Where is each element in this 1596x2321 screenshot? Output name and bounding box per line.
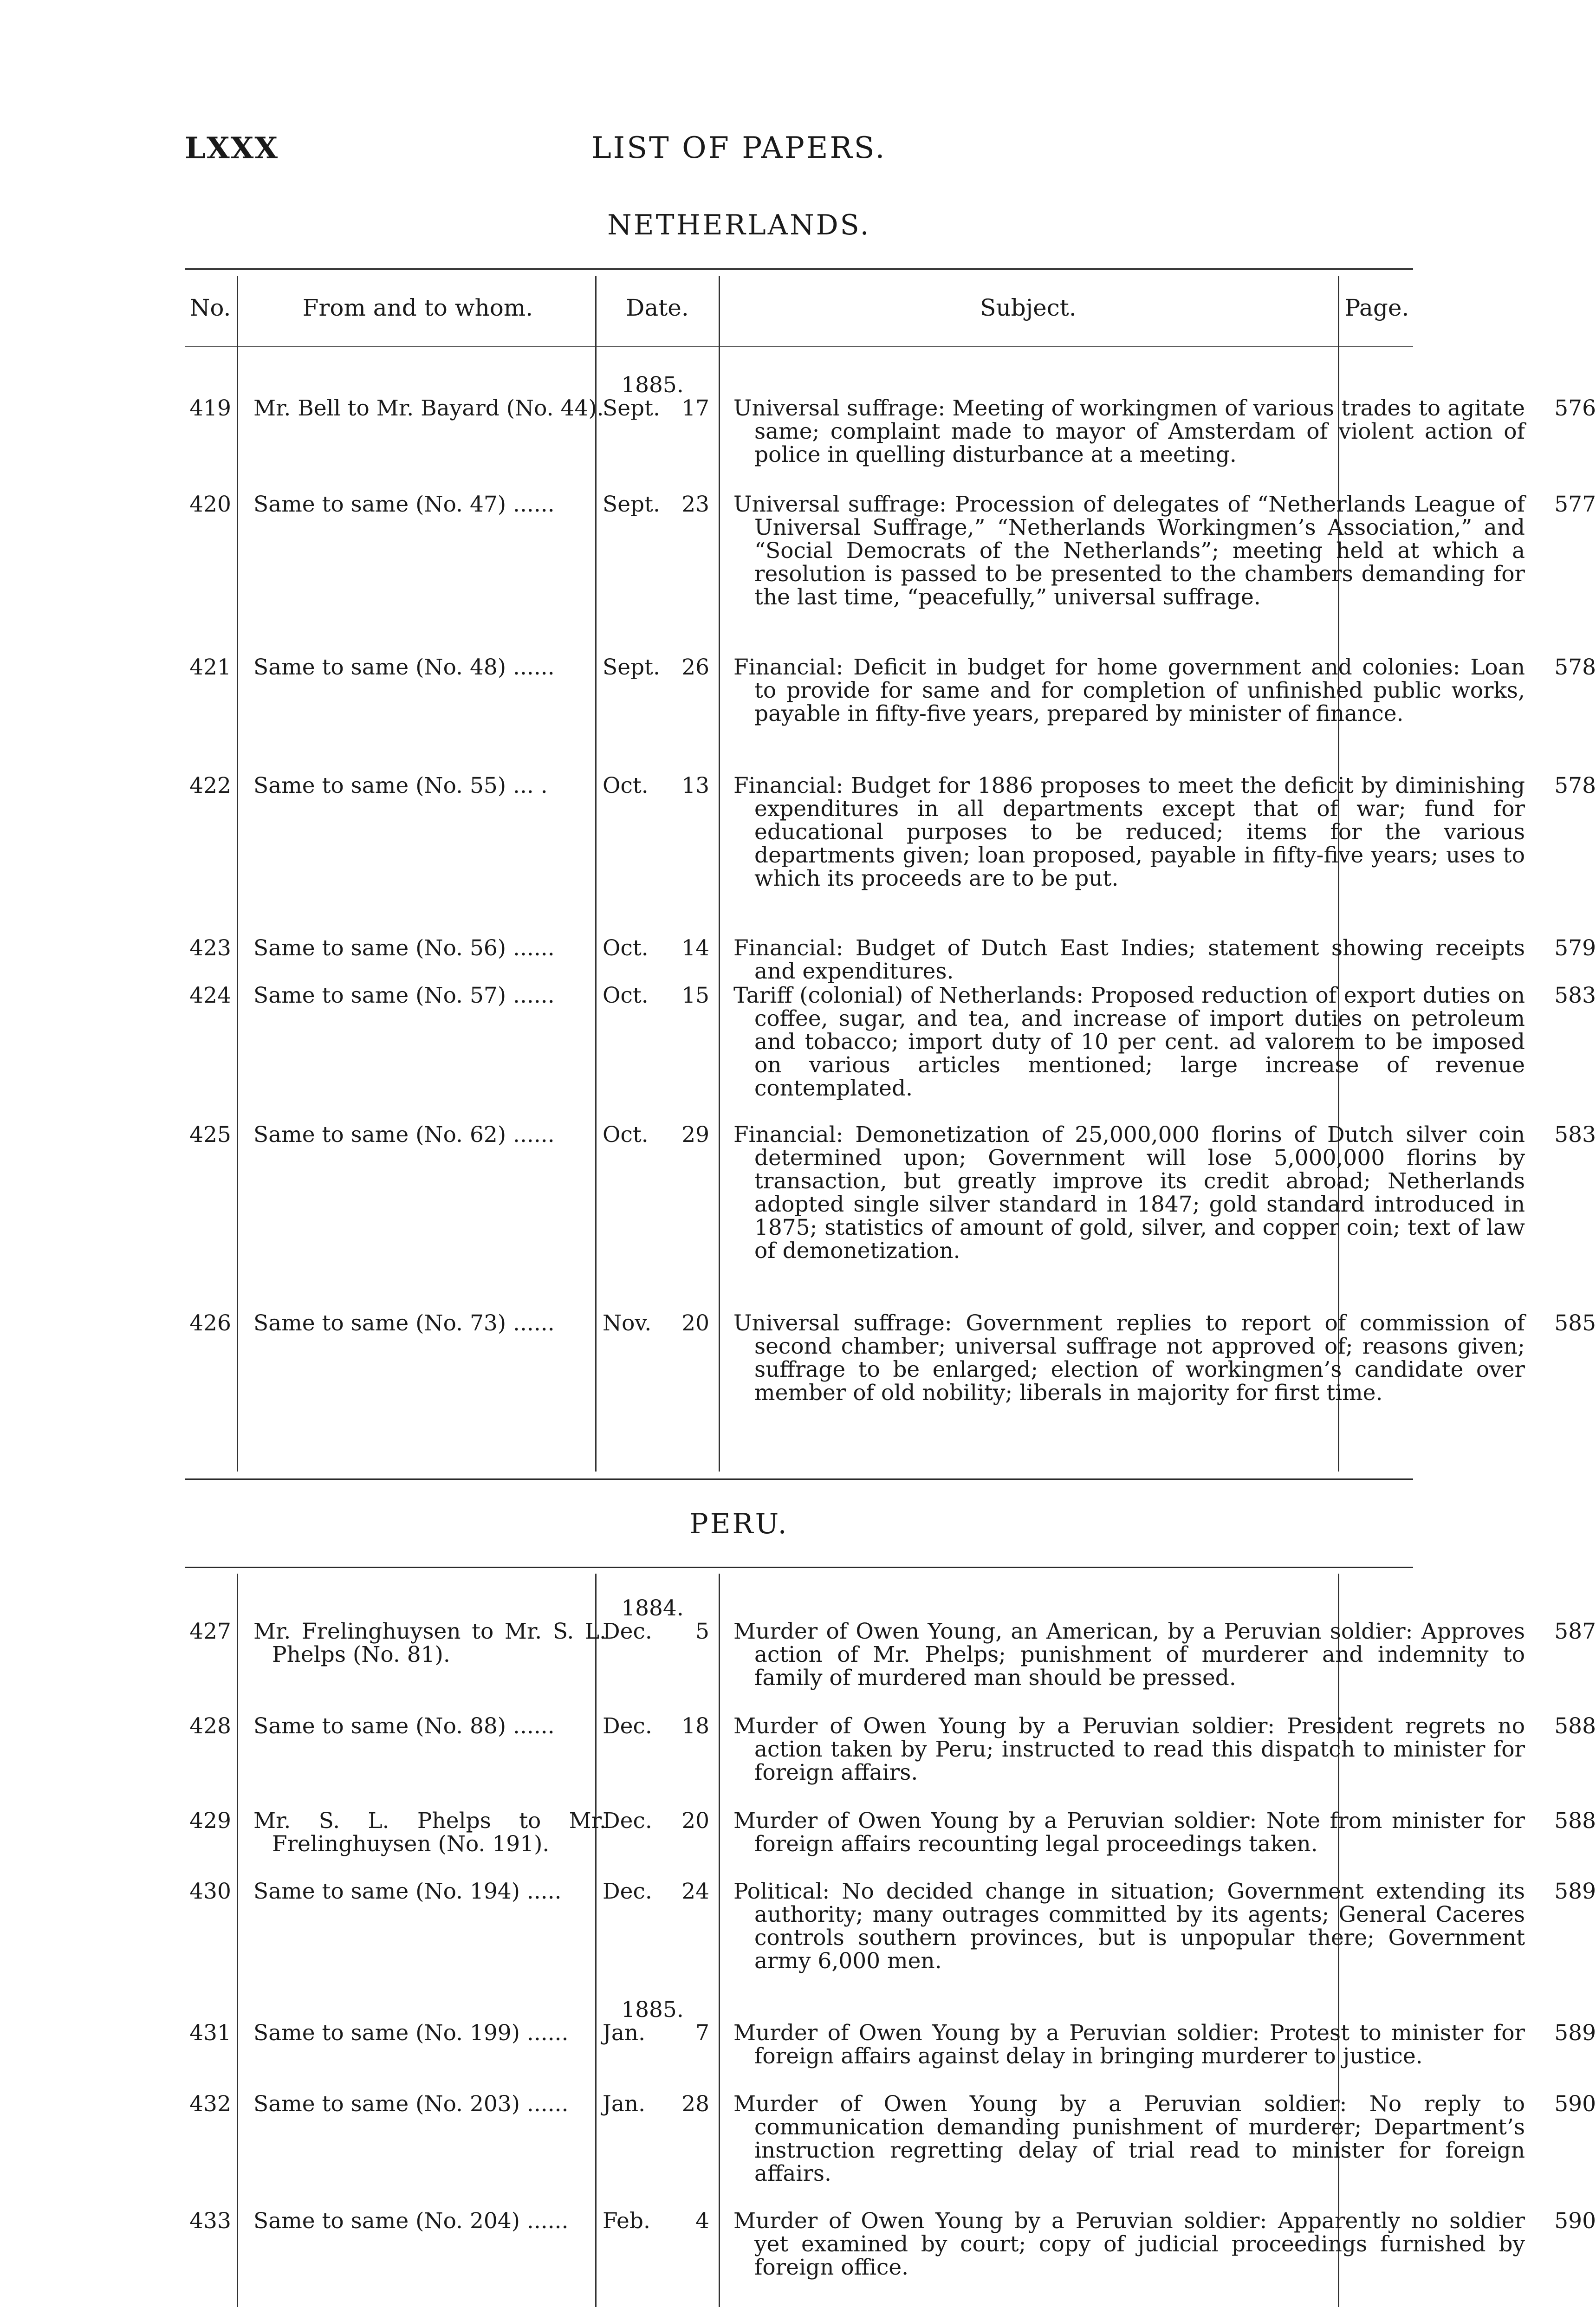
row-correspondent: Same to same (No. 47) ......	[253, 492, 555, 517]
row-number: 429	[189, 1808, 231, 1834]
row-number: 430	[189, 1879, 231, 1904]
column-header-date: Date.	[626, 294, 689, 321]
row-correspondent: Mr. Bell to Mr. Bayard (No. 44).	[253, 395, 604, 421]
row-page: 588	[1554, 1808, 1596, 1834]
row-date: Sept. 23	[603, 492, 709, 517]
row-correspondent: Same to same (No. 194) .....	[253, 1879, 562, 1904]
column-rule	[719, 1574, 720, 2307]
row-page: 576	[1554, 395, 1596, 421]
row-date: Jan. 28	[603, 2091, 709, 2117]
page-number: LXXX	[185, 131, 279, 166]
column-rule	[595, 276, 597, 1472]
section-title-netherlands: NETHERLANDS.	[607, 209, 871, 241]
row-number: 427	[189, 1619, 231, 1644]
row-date: Dec. 5	[603, 1619, 709, 1644]
row-date: Oct. 29	[603, 1122, 709, 1148]
row-page: 577	[1554, 492, 1596, 517]
row-date: Sept. 17	[603, 395, 709, 421]
row-correspondent: Mr. S. L. Phelps to Mr. Frelinghuysen (No. 191).	[253, 1808, 606, 1857]
row-date: Oct. 15	[603, 983, 709, 1008]
row-correspondent: Same to same (No. 55) ... .	[253, 773, 548, 798]
row-correspondent: Same to same (No. 73) ......	[253, 1310, 555, 1336]
table-top-rule	[185, 1567, 1413, 1568]
row-date: Dec. 24	[603, 1879, 709, 1904]
row-number: 432	[189, 2091, 231, 2117]
row-correspondent: Same to same (No. 48) ......	[253, 655, 555, 680]
header-bottom-rule	[185, 346, 1413, 347]
row-subject: Financial: Demonetization of 25,000,000 florins of Dutch silver coin determined upon; Government will lose 5,000,000 florins by transaction, but greatly improve its credit abroad; Netherlands adopted single silver standard in 1847; gold standard introduced in 1875; statistics of amount of gold, silver, and copper coin; text of law of demonetization.	[733, 1122, 1525, 1264]
row-page: 585	[1554, 1310, 1596, 1336]
row-page: 583	[1554, 1122, 1596, 1148]
section-end-rule	[185, 1478, 1413, 1480]
row-correspondent: Same to same (No. 204) ......	[253, 2208, 569, 2234]
row-subject: Financial: Budget for 1886 proposes to meet the deficit by diminishing expenditures in all departments except that of war; fund for educational purposes to be reduced; items for the various departments given; loan proposed, payable in fifty-five years; uses to which its proceeds are to be put.	[733, 773, 1525, 891]
row-number: 426	[189, 1310, 231, 1336]
row-subject: Murder of Owen Young by a Peruvian soldier: Apparently no soldier yet examined by court; copy of judicial proceedings furnished by foreign office.	[733, 2208, 1525, 2280]
row-subject: Financial: Deficit in budget for home government and colonies: Loan to provide for same and for completion of unfinished public works, payable in fifty-five years, prepared by minister of finance.	[733, 655, 1525, 726]
row-subject: Universal suffrage: Meeting of workingmen of various trades to agitate same; complaint made to mayor of Amsterdam of violent action of police in quelling disturbance at a meeting.	[733, 395, 1525, 467]
row-subject: Political: No decided change in situation; Government extending its authority; many outrages committed by its agents; General Caceres controls southern provinces, but is unpopular there; Government army 6,000 men.	[733, 1879, 1525, 1974]
row-subject: Universal suffrage: Government replies to report of commission of second chamber; universal suffrage not approved of; reasons given; suffrage to be enlarged; election of workingmen’s candidate over member of old nobility; liberals in majority for first time.	[733, 1310, 1525, 1406]
row-page: 578	[1554, 655, 1596, 680]
section-title-peru: PERU.	[689, 1508, 789, 1540]
row-number: 419	[189, 395, 231, 421]
row-page: 590	[1554, 2091, 1596, 2117]
column-header-subject: Subject.	[980, 294, 1077, 321]
row-number: 431	[189, 2020, 231, 2046]
row-page: 588	[1554, 1713, 1596, 1739]
row-date: Oct. 14	[603, 935, 709, 961]
row-date: Dec. 20	[603, 1808, 709, 1834]
row-year: 1885.	[621, 1997, 684, 2023]
row-number: 423	[189, 935, 231, 961]
column-rule	[595, 1574, 597, 2307]
row-correspondent: Same to same (No. 199) ......	[253, 2020, 569, 2046]
row-correspondent: Same to same (No. 203) ......	[253, 2091, 569, 2117]
row-subject: Murder of Owen Young by a Peruvian soldier: Note from minister for foreign affairs recounting legal proceedings taken.	[733, 1808, 1525, 1857]
row-subject: Universal suffrage: Procession of delegates of “Netherlands League of Universal Suffrage,” “Netherlands Workingmen’s Association,” and “Social Democrats of the Netherlands”; meeting held at which a resolution is passed to be presented to the chambers demanding for the last time, “peacefully,” universal suffrage.	[733, 492, 1525, 610]
row-page: 579	[1554, 935, 1596, 961]
row-correspondent: Same to same (No. 88) ......	[253, 1713, 555, 1739]
column-header-no: No.	[189, 294, 231, 321]
row-subject: Financial: Budget of Dutch East Indies; statement showing receipts and expenditures.	[733, 935, 1525, 984]
row-subject: Murder of Owen Young by a Peruvian soldier: President regrets no action taken by Peru; instructed to read this dispatch to minister for foreign affairs.	[733, 1713, 1525, 1785]
row-number: 421	[189, 655, 231, 680]
running-head: LIST OF PAPERS.	[591, 131, 887, 165]
row-date: Sept. 26	[603, 655, 709, 680]
column-rule	[237, 1574, 238, 2307]
row-number: 424	[189, 983, 231, 1008]
column-header-from: From and to whom.	[302, 294, 533, 321]
row-subject: Tariff (colonial) of Netherlands: Proposed reduction of export duties on coffee, sugar, and tea, and increase of import duties on petroleum and tobacco; import duty of 10 per cent. ad valorem to be imposed on various articles mentioned; large increase of revenue contemplated.	[733, 983, 1525, 1101]
row-subject: Murder of Owen Young by a Peruvian soldier: Protest to minister for foreign affairs against delay in bringing murderer to justice.	[733, 2020, 1525, 2069]
row-page: 589	[1554, 1879, 1596, 1904]
row-correspondent: Same to same (No. 62) ......	[253, 1122, 555, 1148]
row-page: 589	[1554, 2020, 1596, 2046]
row-page: 583	[1554, 983, 1596, 1008]
row-date: Dec. 18	[603, 1713, 709, 1739]
row-date: Feb. 4	[603, 2208, 709, 2234]
row-page: 590	[1554, 2208, 1596, 2234]
column-rule	[719, 276, 720, 1472]
row-number: 433	[189, 2208, 231, 2234]
row-page: 587	[1554, 1619, 1596, 1644]
row-date: Nov. 20	[603, 1310, 709, 1336]
row-number: 428	[189, 1713, 231, 1739]
row-subject: Murder of Owen Young by a Peruvian soldier: No reply to communication demanding punishment of murderer; Department’s instruction regretting delay of trial read to minister for foreign affairs.	[733, 2091, 1525, 2186]
row-correspondent: Same to same (No. 57) ......	[253, 983, 555, 1008]
row-year: 1885.	[621, 372, 684, 398]
row-number: 425	[189, 1122, 231, 1148]
row-number: 420	[189, 492, 231, 517]
row-year: 1884.	[621, 1595, 684, 1621]
row-correspondent: Same to same (No. 56) ......	[253, 935, 555, 961]
column-header-page: Page.	[1344, 294, 1409, 321]
table-top-rule	[185, 268, 1413, 270]
row-date: Jan. 7	[603, 2020, 709, 2046]
row-number: 422	[189, 773, 231, 798]
row-date: Oct. 13	[603, 773, 709, 798]
row-subject: Murder of Owen Young, an American, by a Peruvian soldier: Approves action of Mr. Phelps; punishment of murderer and indemnity to family of murdered man should be pressed.	[733, 1619, 1525, 1691]
row-correspondent: Mr. Frelinghuysen to Mr. S. L. Phelps (No. 81).	[253, 1619, 606, 1667]
column-rule	[237, 276, 238, 1472]
row-page: 578	[1554, 773, 1596, 798]
